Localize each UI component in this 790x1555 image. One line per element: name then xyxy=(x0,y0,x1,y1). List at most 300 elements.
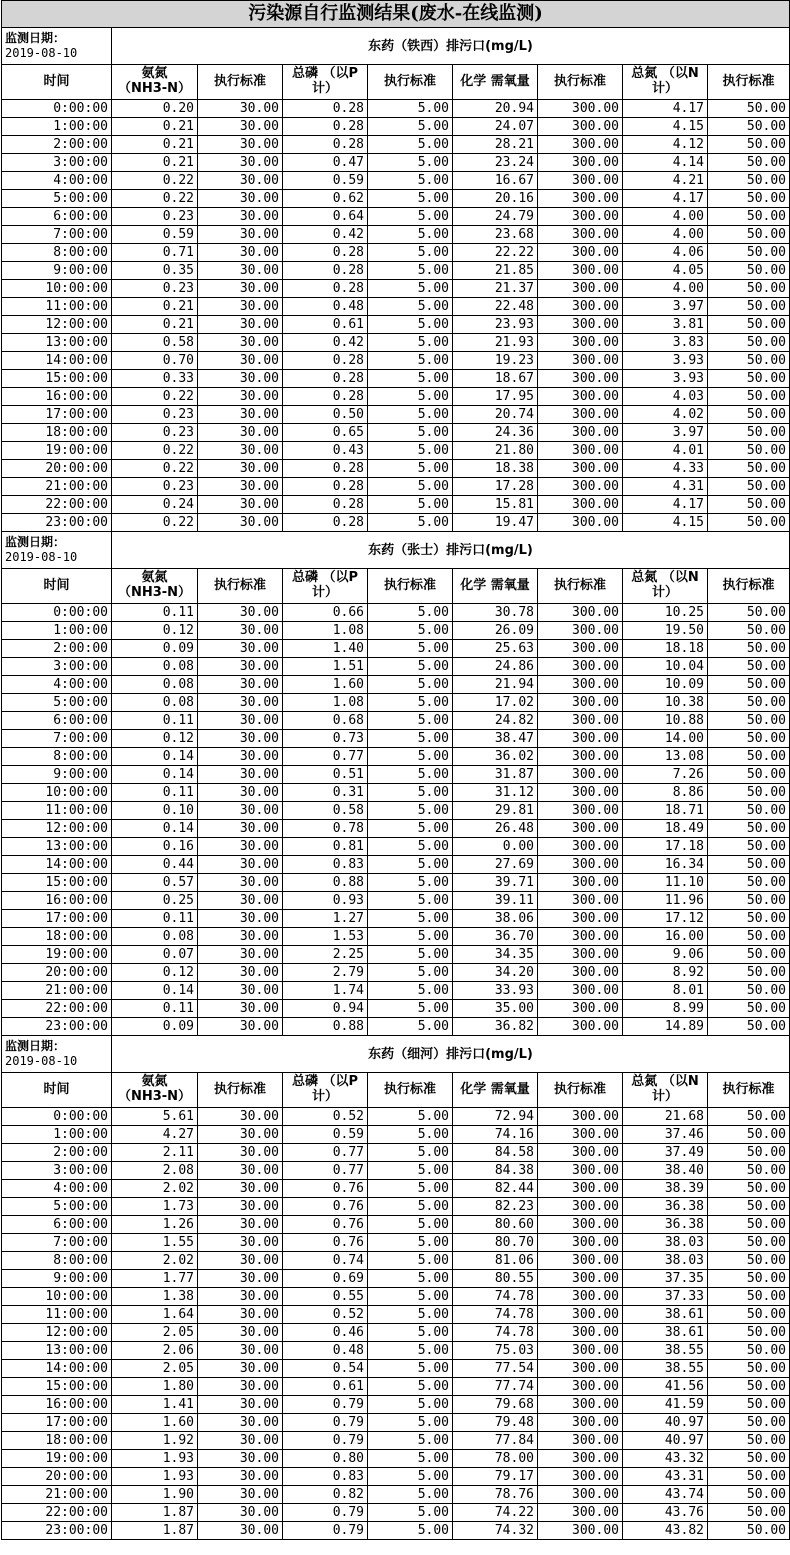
cell-nitrogen-standard: 50.00 xyxy=(708,298,790,316)
outlet-name: 东药（铁西）排污口(mg/L) xyxy=(112,28,790,65)
table-row xyxy=(2,406,790,424)
cell-total-nitrogen: 3.97 xyxy=(623,424,708,442)
cell-total-phosphorus: 1.40 xyxy=(283,640,368,658)
cell-cod-standard: 300.00 xyxy=(538,1288,623,1306)
cell-ammonia-nitrogen: 0.22 xyxy=(112,442,198,460)
cell-total-nitrogen: 36.38 xyxy=(623,1216,708,1234)
cell-nitrogen-standard: 50.00 xyxy=(708,370,790,388)
cell-total-nitrogen: 21.68 xyxy=(623,1108,708,1126)
cell-ammonia-standard: 30.00 xyxy=(198,298,283,316)
cell-nitrogen-standard: 50.00 xyxy=(708,1216,790,1234)
cell-ammonia-standard: 30.00 xyxy=(198,1450,283,1468)
cell-phosphorus-standard: 5.00 xyxy=(368,982,453,1000)
column-header-row xyxy=(2,1073,790,1108)
column-header-ammonia-nitrogen: 氨氮 （NH3-N） xyxy=(112,1073,198,1108)
cell-ammonia-nitrogen: 0.08 xyxy=(112,676,198,694)
cell-total-nitrogen: 41.56 xyxy=(623,1378,708,1396)
table-row xyxy=(2,1306,790,1324)
cell-phosphorus-standard: 5.00 xyxy=(368,928,453,946)
cell-cod: 31.12 xyxy=(453,784,538,802)
column-header-nitrogen-standard: 执行标准 xyxy=(708,65,790,100)
cell-total-phosphorus: 0.58 xyxy=(283,802,368,820)
cell-phosphorus-standard: 5.00 xyxy=(368,1144,453,1162)
cell-phosphorus-standard: 5.00 xyxy=(368,1522,453,1540)
cell-time: 23:00:00 xyxy=(2,1018,112,1036)
cell-time: 9:00:00 xyxy=(2,766,112,784)
cell-total-phosphorus: 0.64 xyxy=(283,208,368,226)
cell-phosphorus-standard: 5.00 xyxy=(368,100,453,118)
cell-cod-standard: 300.00 xyxy=(538,1126,623,1144)
cell-total-nitrogen: 10.88 xyxy=(623,712,708,730)
cell-ammonia-standard: 30.00 xyxy=(198,910,283,928)
cell-total-phosphorus: 0.76 xyxy=(283,1198,368,1216)
cell-total-nitrogen: 37.35 xyxy=(623,1270,708,1288)
cell-ammonia-nitrogen: 0.07 xyxy=(112,946,198,964)
column-header-cod-standard: 执行标准 xyxy=(538,65,623,100)
cell-nitrogen-standard: 50.00 xyxy=(708,1144,790,1162)
cell-time: 21:00:00 xyxy=(2,1486,112,1504)
cell-phosphorus-standard: 5.00 xyxy=(368,1468,453,1486)
cell-cod-standard: 300.00 xyxy=(538,100,623,118)
cell-total-phosphorus: 0.28 xyxy=(283,388,368,406)
section-header-row xyxy=(2,28,790,65)
cell-total-phosphorus: 0.59 xyxy=(283,172,368,190)
cell-ammonia-nitrogen: 0.23 xyxy=(112,406,198,424)
cell-phosphorus-standard: 5.00 xyxy=(368,388,453,406)
cell-cod-standard: 300.00 xyxy=(538,442,623,460)
cell-cod-standard: 300.00 xyxy=(538,712,623,730)
cell-cod: 74.16 xyxy=(453,1126,538,1144)
cell-ammonia-nitrogen: 1.80 xyxy=(112,1378,198,1396)
cell-phosphorus-standard: 5.00 xyxy=(368,478,453,496)
cell-total-nitrogen: 16.34 xyxy=(623,856,708,874)
cell-phosphorus-standard: 5.00 xyxy=(368,226,453,244)
cell-nitrogen-standard: 50.00 xyxy=(708,1306,790,1324)
cell-cod-standard: 300.00 xyxy=(538,1342,623,1360)
cell-ammonia-nitrogen: 0.11 xyxy=(112,910,198,928)
cell-ammonia-standard: 30.00 xyxy=(198,1000,283,1018)
table-row xyxy=(2,1378,790,1396)
cell-ammonia-standard: 30.00 xyxy=(198,1522,283,1540)
cell-nitrogen-standard: 50.00 xyxy=(708,622,790,640)
cell-ammonia-standard: 30.00 xyxy=(198,100,283,118)
monitoring-date xyxy=(2,1036,112,1073)
monitoring-date-value: 2019-08-10 xyxy=(5,550,78,564)
cell-cod-standard: 300.00 xyxy=(538,136,623,154)
cell-time: 15:00:00 xyxy=(2,874,112,892)
cell-time: 16:00:00 xyxy=(2,1396,112,1414)
cell-total-phosphorus: 0.54 xyxy=(283,1360,368,1378)
cell-cod: 79.48 xyxy=(453,1414,538,1432)
cell-nitrogen-standard: 50.00 xyxy=(708,1252,790,1270)
cell-cod: 74.78 xyxy=(453,1306,538,1324)
cell-cod-standard: 300.00 xyxy=(538,730,623,748)
cell-nitrogen-standard: 50.00 xyxy=(708,136,790,154)
cell-total-phosphorus: 0.88 xyxy=(283,874,368,892)
cell-total-phosphorus: 0.83 xyxy=(283,856,368,874)
cell-time: 19:00:00 xyxy=(2,1450,112,1468)
cell-time: 5:00:00 xyxy=(2,190,112,208)
column-header-row xyxy=(2,569,790,604)
cell-total-phosphorus: 0.48 xyxy=(283,298,368,316)
cell-cod-standard: 300.00 xyxy=(538,208,623,226)
cell-nitrogen-standard: 50.00 xyxy=(708,1342,790,1360)
cell-cod: 74.78 xyxy=(453,1324,538,1342)
cell-time: 18:00:00 xyxy=(2,424,112,442)
cell-cod-standard: 300.00 xyxy=(538,1234,623,1252)
cell-ammonia-standard: 30.00 xyxy=(198,370,283,388)
cell-ammonia-standard: 30.00 xyxy=(198,1360,283,1378)
cell-cod-standard: 300.00 xyxy=(538,1270,623,1288)
cell-cod: 77.54 xyxy=(453,1360,538,1378)
cell-ammonia-nitrogen: 0.33 xyxy=(112,370,198,388)
cell-cod-standard: 300.00 xyxy=(538,838,623,856)
cell-total-phosphorus: 0.76 xyxy=(283,1234,368,1252)
monitoring-date-value: 2019-08-10 xyxy=(5,46,78,60)
cell-cod-standard: 300.00 xyxy=(538,1108,623,1126)
cell-phosphorus-standard: 5.00 xyxy=(368,118,453,136)
cell-cod: 36.02 xyxy=(453,748,538,766)
cell-cod: 23.93 xyxy=(453,316,538,334)
cell-nitrogen-standard: 50.00 xyxy=(708,388,790,406)
cell-cod-standard: 300.00 xyxy=(538,982,623,1000)
cell-total-nitrogen: 43.76 xyxy=(623,1504,708,1522)
cell-ammonia-standard: 30.00 xyxy=(198,604,283,622)
cell-total-nitrogen: 4.02 xyxy=(623,406,708,424)
cell-phosphorus-standard: 5.00 xyxy=(368,406,453,424)
cell-ammonia-standard: 30.00 xyxy=(198,1180,283,1198)
cell-ammonia-nitrogen: 1.93 xyxy=(112,1450,198,1468)
cell-phosphorus-standard: 5.00 xyxy=(368,370,453,388)
cell-total-nitrogen: 11.10 xyxy=(623,874,708,892)
cell-nitrogen-standard: 50.00 xyxy=(708,1486,790,1504)
table-row xyxy=(2,802,790,820)
cell-nitrogen-standard: 50.00 xyxy=(708,694,790,712)
cell-time: 20:00:00 xyxy=(2,460,112,478)
cell-phosphorus-standard: 5.00 xyxy=(368,748,453,766)
table-row xyxy=(2,262,790,280)
column-header-ammonia-standard: 执行标准 xyxy=(198,65,283,100)
cell-total-nitrogen: 4.17 xyxy=(623,496,708,514)
cell-time: 22:00:00 xyxy=(2,496,112,514)
cell-total-nitrogen: 38.61 xyxy=(623,1324,708,1342)
cell-nitrogen-standard: 50.00 xyxy=(708,316,790,334)
cell-total-phosphorus: 0.79 xyxy=(283,1504,368,1522)
cell-time: 12:00:00 xyxy=(2,820,112,838)
cell-cod: 74.78 xyxy=(453,1288,538,1306)
cell-time: 14:00:00 xyxy=(2,1360,112,1378)
cell-ammonia-nitrogen: 0.14 xyxy=(112,748,198,766)
cell-total-nitrogen: 3.93 xyxy=(623,352,708,370)
cell-ammonia-standard: 30.00 xyxy=(198,1162,283,1180)
cell-total-nitrogen: 13.08 xyxy=(623,748,708,766)
table-row xyxy=(2,208,790,226)
cell-ammonia-standard: 30.00 xyxy=(198,154,283,172)
cell-nitrogen-standard: 50.00 xyxy=(708,478,790,496)
cell-cod-standard: 300.00 xyxy=(538,784,623,802)
cell-total-nitrogen: 7.26 xyxy=(623,766,708,784)
cell-total-phosphorus: 0.68 xyxy=(283,712,368,730)
cell-cod: 27.69 xyxy=(453,856,538,874)
cell-total-nitrogen: 41.59 xyxy=(623,1396,708,1414)
column-header-nitrogen-standard: 执行标准 xyxy=(708,569,790,604)
cell-total-nitrogen: 4.00 xyxy=(623,280,708,298)
cell-nitrogen-standard: 50.00 xyxy=(708,226,790,244)
cell-ammonia-standard: 30.00 xyxy=(198,1468,283,1486)
cell-total-phosphorus: 0.28 xyxy=(283,370,368,388)
cell-cod-standard: 300.00 xyxy=(538,1144,623,1162)
cell-cod: 16.67 xyxy=(453,172,538,190)
cell-total-nitrogen: 3.81 xyxy=(623,316,708,334)
cell-ammonia-nitrogen: 0.21 xyxy=(112,136,198,154)
cell-nitrogen-standard: 50.00 xyxy=(708,208,790,226)
cell-nitrogen-standard: 50.00 xyxy=(708,712,790,730)
cell-nitrogen-standard: 50.00 xyxy=(708,604,790,622)
cell-phosphorus-standard: 5.00 xyxy=(368,838,453,856)
cell-nitrogen-standard: 50.00 xyxy=(708,982,790,1000)
cell-total-nitrogen: 40.97 xyxy=(623,1432,708,1450)
column-header-total-nitrogen: 总氮 （以N计） xyxy=(623,569,708,604)
cell-time: 7:00:00 xyxy=(2,730,112,748)
cell-ammonia-nitrogen: 0.21 xyxy=(112,298,198,316)
cell-cod-standard: 300.00 xyxy=(538,190,623,208)
cell-total-phosphorus: 0.28 xyxy=(283,478,368,496)
cell-ammonia-standard: 30.00 xyxy=(198,172,283,190)
cell-ammonia-standard: 30.00 xyxy=(198,640,283,658)
cell-total-phosphorus: 0.31 xyxy=(283,784,368,802)
table-row xyxy=(2,730,790,748)
cell-ammonia-standard: 30.00 xyxy=(198,118,283,136)
cell-total-phosphorus: 2.79 xyxy=(283,964,368,982)
table-row xyxy=(2,1324,790,1342)
cell-ammonia-nitrogen: 0.57 xyxy=(112,874,198,892)
cell-phosphorus-standard: 5.00 xyxy=(368,154,453,172)
cell-time: 5:00:00 xyxy=(2,694,112,712)
cell-cod: 39.11 xyxy=(453,892,538,910)
table-row xyxy=(2,1216,790,1234)
cell-ammonia-standard: 30.00 xyxy=(198,1144,283,1162)
cell-cod-standard: 300.00 xyxy=(538,910,623,928)
cell-ammonia-nitrogen: 0.08 xyxy=(112,658,198,676)
cell-time: 23:00:00 xyxy=(2,514,112,532)
cell-phosphorus-standard: 5.00 xyxy=(368,1306,453,1324)
table-row xyxy=(2,1450,790,1468)
cell-cod: 17.95 xyxy=(453,388,538,406)
cell-cod-standard: 300.00 xyxy=(538,622,623,640)
cell-nitrogen-standard: 50.00 xyxy=(708,784,790,802)
cell-ammonia-nitrogen: 0.10 xyxy=(112,802,198,820)
cell-phosphorus-standard: 5.00 xyxy=(368,316,453,334)
cell-time: 18:00:00 xyxy=(2,1432,112,1450)
cell-total-nitrogen: 36.38 xyxy=(623,1198,708,1216)
table-row xyxy=(2,1342,790,1360)
cell-ammonia-nitrogen: 0.22 xyxy=(112,514,198,532)
cell-phosphorus-standard: 5.00 xyxy=(368,1288,453,1306)
cell-cod-standard: 300.00 xyxy=(538,946,623,964)
cell-nitrogen-standard: 50.00 xyxy=(708,154,790,172)
cell-cod: 22.48 xyxy=(453,298,538,316)
cell-nitrogen-standard: 50.00 xyxy=(708,100,790,118)
cell-total-nitrogen: 43.31 xyxy=(623,1468,708,1486)
table-row xyxy=(2,838,790,856)
cell-cod: 78.00 xyxy=(453,1450,538,1468)
column-header-time: 时间 xyxy=(2,569,112,604)
cell-ammonia-nitrogen: 0.22 xyxy=(112,172,198,190)
cell-total-nitrogen: 9.06 xyxy=(623,946,708,964)
cell-total-phosphorus: 0.83 xyxy=(283,1468,368,1486)
cell-ammonia-nitrogen: 1.90 xyxy=(112,1486,198,1504)
cell-ammonia-standard: 30.00 xyxy=(198,964,283,982)
table-row xyxy=(2,964,790,982)
cell-total-nitrogen: 16.00 xyxy=(623,928,708,946)
cell-nitrogen-standard: 50.00 xyxy=(708,730,790,748)
cell-cod-standard: 300.00 xyxy=(538,1486,623,1504)
cell-cod-standard: 300.00 xyxy=(538,1252,623,1270)
cell-cod-standard: 300.00 xyxy=(538,1432,623,1450)
cell-cod-standard: 300.00 xyxy=(538,1198,623,1216)
column-header-row xyxy=(2,65,790,100)
cell-cod: 25.63 xyxy=(453,640,538,658)
cell-nitrogen-standard: 50.00 xyxy=(708,352,790,370)
cell-ammonia-standard: 30.00 xyxy=(198,208,283,226)
cell-phosphorus-standard: 5.00 xyxy=(368,622,453,640)
cell-phosphorus-standard: 5.00 xyxy=(368,460,453,478)
cell-nitrogen-standard: 50.00 xyxy=(708,640,790,658)
cell-cod: 20.16 xyxy=(453,190,538,208)
cell-total-phosphorus: 1.74 xyxy=(283,982,368,1000)
cell-ammonia-nitrogen: 0.70 xyxy=(112,352,198,370)
cell-nitrogen-standard: 50.00 xyxy=(708,1450,790,1468)
cell-cod: 19.47 xyxy=(453,514,538,532)
cell-total-nitrogen: 4.00 xyxy=(623,208,708,226)
cell-time: 0:00:00 xyxy=(2,100,112,118)
cell-phosphorus-standard: 5.00 xyxy=(368,1450,453,1468)
cell-phosphorus-standard: 5.00 xyxy=(368,694,453,712)
table-row xyxy=(2,910,790,928)
cell-nitrogen-standard: 50.00 xyxy=(708,442,790,460)
cell-nitrogen-standard: 50.00 xyxy=(708,1180,790,1198)
cell-total-nitrogen: 4.17 xyxy=(623,190,708,208)
cell-total-phosphorus: 0.28 xyxy=(283,262,368,280)
table-row xyxy=(2,1432,790,1450)
cell-total-phosphorus: 0.61 xyxy=(283,316,368,334)
cell-total-phosphorus: 0.78 xyxy=(283,820,368,838)
cell-nitrogen-standard: 50.00 xyxy=(708,820,790,838)
cell-ammonia-nitrogen: 0.21 xyxy=(112,316,198,334)
cell-cod: 34.20 xyxy=(453,964,538,982)
cell-cod: 33.93 xyxy=(453,982,538,1000)
cell-nitrogen-standard: 50.00 xyxy=(708,1522,790,1540)
cell-ammonia-nitrogen: 0.24 xyxy=(112,496,198,514)
cell-phosphorus-standard: 5.00 xyxy=(368,676,453,694)
cell-total-phosphorus: 0.79 xyxy=(283,1432,368,1450)
cell-total-nitrogen: 37.33 xyxy=(623,1288,708,1306)
cell-total-nitrogen: 4.15 xyxy=(623,514,708,532)
cell-ammonia-standard: 30.00 xyxy=(198,1342,283,1360)
cell-cod-standard: 300.00 xyxy=(538,388,623,406)
cell-ammonia-nitrogen: 2.02 xyxy=(112,1180,198,1198)
cell-nitrogen-standard: 50.00 xyxy=(708,280,790,298)
column-header-total-nitrogen: 总氮 （以N计） xyxy=(623,65,708,100)
cell-total-nitrogen: 10.25 xyxy=(623,604,708,622)
cell-phosphorus-standard: 5.00 xyxy=(368,802,453,820)
table-row xyxy=(2,1252,790,1270)
cell-ammonia-nitrogen: 2.05 xyxy=(112,1360,198,1378)
cell-time: 15:00:00 xyxy=(2,1378,112,1396)
cell-ammonia-standard: 30.00 xyxy=(198,406,283,424)
cell-total-nitrogen: 4.31 xyxy=(623,478,708,496)
cell-cod: 21.80 xyxy=(453,442,538,460)
cell-phosphorus-standard: 5.00 xyxy=(368,424,453,442)
cell-cod-standard: 300.00 xyxy=(538,1396,623,1414)
cell-cod: 26.09 xyxy=(453,622,538,640)
cell-cod-standard: 300.00 xyxy=(538,1450,623,1468)
cell-time: 3:00:00 xyxy=(2,658,112,676)
cell-total-phosphorus: 0.42 xyxy=(283,226,368,244)
cell-ammonia-standard: 30.00 xyxy=(198,1216,283,1234)
cell-time: 0:00:00 xyxy=(2,604,112,622)
cell-total-phosphorus: 0.65 xyxy=(283,424,368,442)
cell-phosphorus-standard: 5.00 xyxy=(368,1108,453,1126)
cell-ammonia-nitrogen: 0.23 xyxy=(112,280,198,298)
table-row xyxy=(2,352,790,370)
cell-nitrogen-standard: 50.00 xyxy=(708,1000,790,1018)
cell-cod-standard: 300.00 xyxy=(538,1216,623,1234)
cell-phosphorus-standard: 5.00 xyxy=(368,730,453,748)
cell-nitrogen-standard: 50.00 xyxy=(708,1468,790,1486)
outlet-name: 东药（张士）排污口(mg/L) xyxy=(112,532,790,569)
cell-cod: 36.70 xyxy=(453,928,538,946)
cell-phosphorus-standard: 5.00 xyxy=(368,1378,453,1396)
column-header-ammonia-standard: 执行标准 xyxy=(198,569,283,604)
cell-cod: 78.76 xyxy=(453,1486,538,1504)
cell-total-phosphorus: 0.77 xyxy=(283,1162,368,1180)
cell-ammonia-standard: 30.00 xyxy=(198,388,283,406)
cell-cod-standard: 300.00 xyxy=(538,1504,623,1522)
cell-total-nitrogen: 4.00 xyxy=(623,226,708,244)
cell-cod-standard: 300.00 xyxy=(538,316,623,334)
cell-time: 11:00:00 xyxy=(2,1306,112,1324)
cell-total-phosphorus: 0.28 xyxy=(283,100,368,118)
cell-cod: 74.32 xyxy=(453,1522,538,1540)
cell-nitrogen-standard: 50.00 xyxy=(708,1360,790,1378)
cell-ammonia-standard: 30.00 xyxy=(198,352,283,370)
cell-phosphorus-standard: 5.00 xyxy=(368,298,453,316)
cell-time: 2:00:00 xyxy=(2,136,112,154)
cell-ammonia-nitrogen: 0.09 xyxy=(112,1018,198,1036)
cell-ammonia-nitrogen: 0.21 xyxy=(112,118,198,136)
cell-nitrogen-standard: 50.00 xyxy=(708,1432,790,1450)
cell-ammonia-standard: 30.00 xyxy=(198,190,283,208)
cell-time: 22:00:00 xyxy=(2,1000,112,1018)
cell-nitrogen-standard: 50.00 xyxy=(708,1324,790,1342)
table-row xyxy=(2,1234,790,1252)
cell-phosphorus-standard: 5.00 xyxy=(368,280,453,298)
cell-cod-standard: 300.00 xyxy=(538,1378,623,1396)
cell-phosphorus-standard: 5.00 xyxy=(368,352,453,370)
cell-ammonia-nitrogen: 1.92 xyxy=(112,1432,198,1450)
cell-total-phosphorus: 1.53 xyxy=(283,928,368,946)
cell-total-phosphorus: 0.66 xyxy=(283,604,368,622)
cell-nitrogen-standard: 50.00 xyxy=(708,1504,790,1522)
cell-phosphorus-standard: 5.00 xyxy=(368,190,453,208)
cell-nitrogen-standard: 50.00 xyxy=(708,838,790,856)
column-header-cod-standard: 执行标准 xyxy=(538,1073,623,1108)
cell-time: 19:00:00 xyxy=(2,946,112,964)
cell-ammonia-standard: 30.00 xyxy=(198,1378,283,1396)
cell-cod-standard: 300.00 xyxy=(538,172,623,190)
column-header-total-phosphorus: 总磷 （以P计） xyxy=(283,1073,368,1108)
